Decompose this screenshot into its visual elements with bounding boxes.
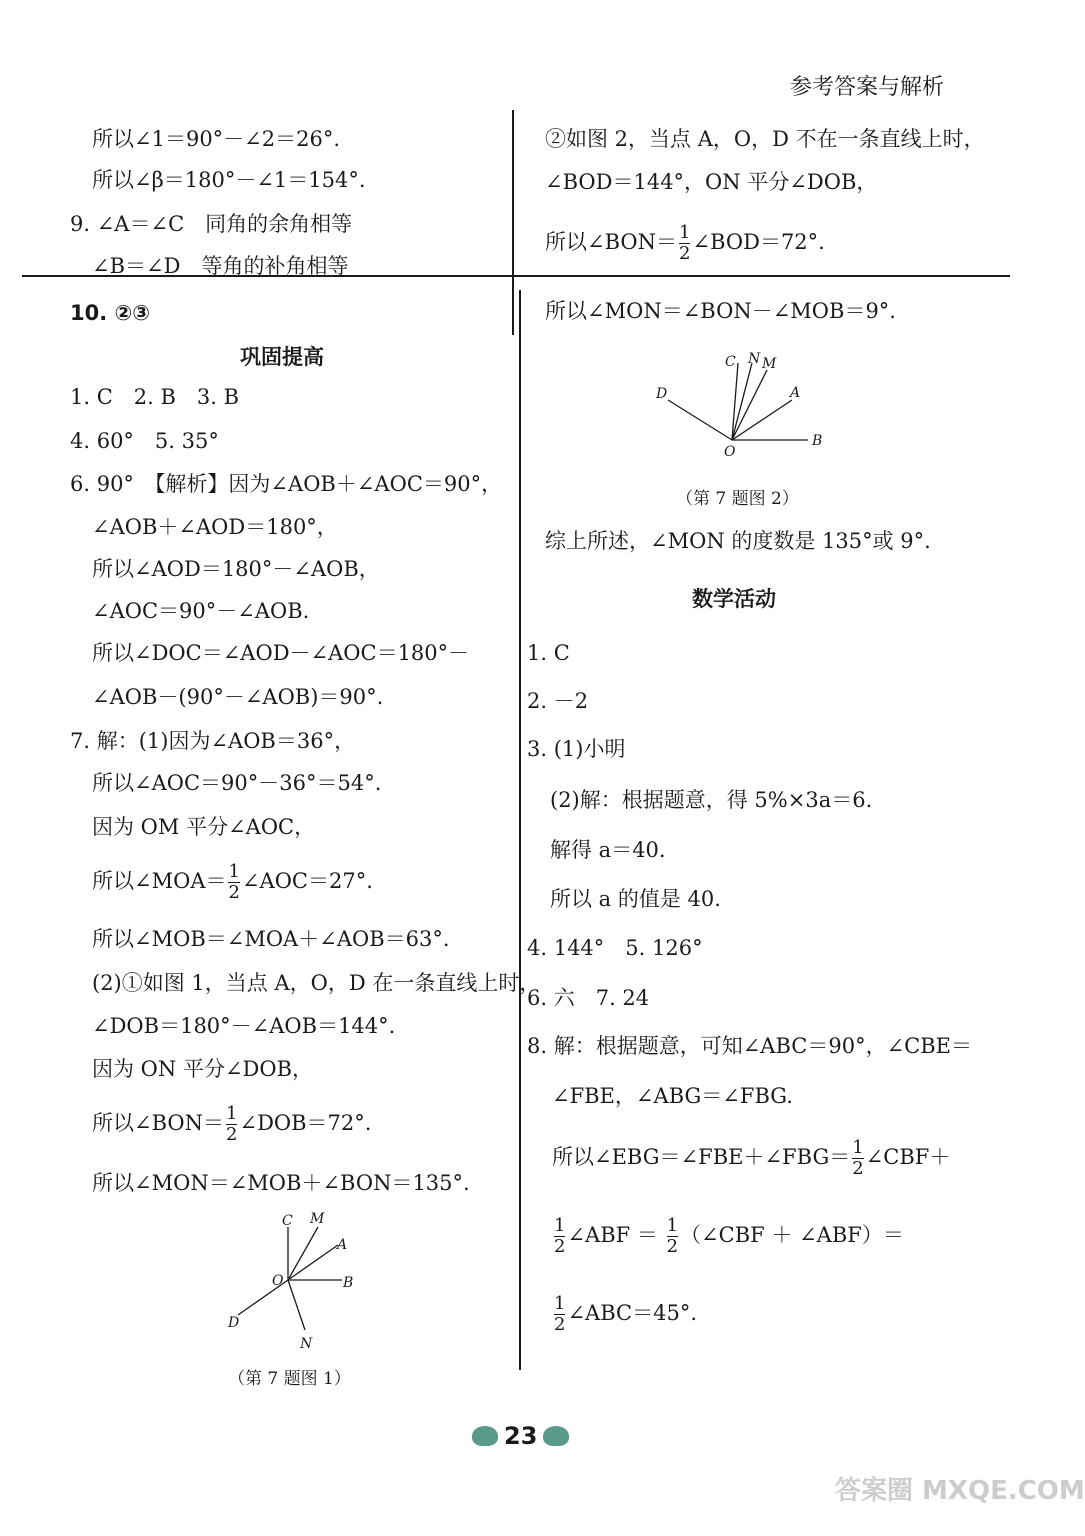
right-q6-7: 6. 六 7. 24 [527,986,650,1010]
fig2-label-d: D [656,386,668,402]
left-q6-line2: ∠AOB＋∠AOD＝180°， [92,515,338,539]
right-q3d: 所以 a 的值是 40. [550,887,721,911]
left-q7-line7: ∠DOB＝180°－∠AOB＝144°. [92,1014,396,1038]
right-q8-line4 [552,1216,904,1257]
fraction-half: $\frac{1}{2}$ [554,1293,566,1335]
left-q10: 10. ②③ [70,301,151,325]
fraction-half: $\frac{1}{2}$ [666,1215,679,1257]
left-q7-line2: 所以∠AOC＝90°－36°＝54°. [92,771,382,795]
right-q3c: 解得 a＝40. [550,838,666,862]
left-line-q9b: ∠B＝∠D 等角的补角相等 [92,254,349,278]
leaf-icon-left [472,1426,498,1446]
left-q6-line3: 所以∠AOD＝180°－∠AOB， [92,557,380,581]
right-line-5: 所以∠MON＝∠BON－∠MOB＝9°. [545,299,896,323]
fig1-label-d: D [228,1315,240,1331]
fig1-label-a: A [337,1237,348,1253]
left-line-2: 所以∠β＝180°－∠1＝154°. [92,168,366,192]
left-q6-line5: 所以∠DOC＝∠AOD－∠AOC＝180°－ [92,641,470,665]
fig1-label-c: C [282,1213,293,1229]
left-q6-line6: ∠AOB－(90°－∠AOB)＝90°. [92,685,384,709]
fig2-label-n: N [748,351,761,367]
right-line-3-b: ∠BOD＝72°. [692,230,825,254]
fraction-half: $\frac{1}{2}$ [679,222,691,264]
right-q3a: 3. (1)小明 [527,737,626,761]
right-q8-line3 [552,1138,950,1179]
left-q7-line4-b: ∠AOC＝27°. [241,869,373,893]
right-q3b: (2)解：根据题意，得 5%×3a＝6. [550,788,873,812]
figure-7-1 [220,1205,370,1355]
left-line-q9a: 9. ∠A＝∠C 同角的余角相等 [70,212,353,236]
column-divider-lower [519,290,521,1370]
right-q8-line3-a: 所以∠EBG＝∠FBE＋∠FBG＝ [552,1145,851,1169]
leaf-icon-right [543,1426,569,1446]
right-summary: 综上所述，∠MON 的度数是 135°或 9°. [545,529,931,553]
left-q7-line3: 因为 OM 平分∠AOC， [92,815,316,839]
fraction-half: $\frac{1}{2}$ [226,1103,238,1145]
figure-7-2-caption: （第 7 题图 2） [676,489,799,509]
fraction-half: $\frac{1}{2}$ [554,1215,566,1257]
left-q7-line8: 因为 ON 平分∠DOB， [92,1057,314,1081]
fig2-label-o: O [724,444,736,460]
fig2-label-b: B [812,433,823,449]
right-q8-line4-b: （∠CBF ＋ ∠ABF）＝ [680,1223,904,1247]
left-q6-line1: 6. 90° 【解析】因为∠AOB＋∠AOC＝90°， [70,472,503,496]
right-q4-5: 4. 144° 5. 126° [527,936,703,960]
right-line-1: ②如图 2，当点 A，O，D 不在一条直线上时， [545,127,985,151]
fig1-label-o: O [272,1273,284,1289]
left-q7-line9 [92,1104,371,1145]
left-q7-line9-b: ∠DOB＝72°. [239,1111,372,1135]
right-q8-line5 [552,1294,697,1335]
watermark: 答案圈 MXQE.COM [835,1476,1085,1506]
right-q8-line5-a: ∠ABC＝45°. [567,1301,698,1325]
fig2-label-c: C [725,354,736,370]
figure-7-1-caption: （第 7 题图 1） [228,1369,351,1389]
left-q7-line6: (2)①如图 1，当点 A，O，D 在一条直线上时， [92,971,541,995]
fig1-label-b: B [343,1275,354,1291]
right-q1: 1. C [527,641,570,665]
page-number: 23 [504,1422,538,1450]
right-q2: 2. －2 [527,689,589,713]
left-q4-5: 4. 60° 5. 35° [70,429,219,453]
figure-7-2 [650,348,830,463]
right-section-title: 数学活动 [692,587,776,611]
fig2-label-m: M [762,356,777,372]
column-divider-upper [512,110,514,335]
fraction-half: $\frac{1}{2}$ [228,861,240,903]
left-q7-line10: 所以∠MON＝∠MOB＋∠BON＝135°. [92,1171,470,1195]
left-q7-line4 [92,862,373,903]
fig2-label-a: A [790,385,801,401]
right-q8-line3-b: ∠CBF＋ [865,1145,951,1169]
page-number-block [472,1422,569,1450]
left-q7-line4-a: 所以∠MOA＝ [92,869,227,893]
fraction-half: $\frac{1}{2}$ [852,1137,864,1179]
fig1-label-m: M [310,1211,325,1227]
fig1-label-n: N [300,1336,313,1352]
right-line-2: ∠BOD＝144°，ON 平分∠DOB， [545,170,878,194]
right-line-3-a: 所以∠BON＝ [545,230,678,254]
left-section-title: 巩固提高 [240,345,324,369]
left-q6-line4: ∠AOC＝90°－∠AOB. [92,599,310,623]
left-q7-line5: 所以∠MOB＝∠MOA＋∠AOB＝63°. [92,927,450,951]
left-q7-line9-a: 所以∠BON＝ [92,1111,225,1135]
left-q1-3: 1. C 2. B 3. B [70,385,240,409]
right-line-3 [545,223,825,264]
left-q7-line1: 7. 解：(1)因为∠AOB＝36°， [70,729,356,753]
right-q8-line4-a: ∠ABF ＝ [567,1223,658,1247]
right-q8-line1: 8. 解：根据题意，可知∠ABC＝90°，∠CBE＝ [527,1034,973,1058]
page-header-title: 参考答案与解析 [790,75,945,100]
right-q8-line2: ∠FBE，∠ABG＝∠FBG. [552,1084,793,1108]
left-line-1: 所以∠1＝90°－∠2＝26°. [92,127,341,151]
